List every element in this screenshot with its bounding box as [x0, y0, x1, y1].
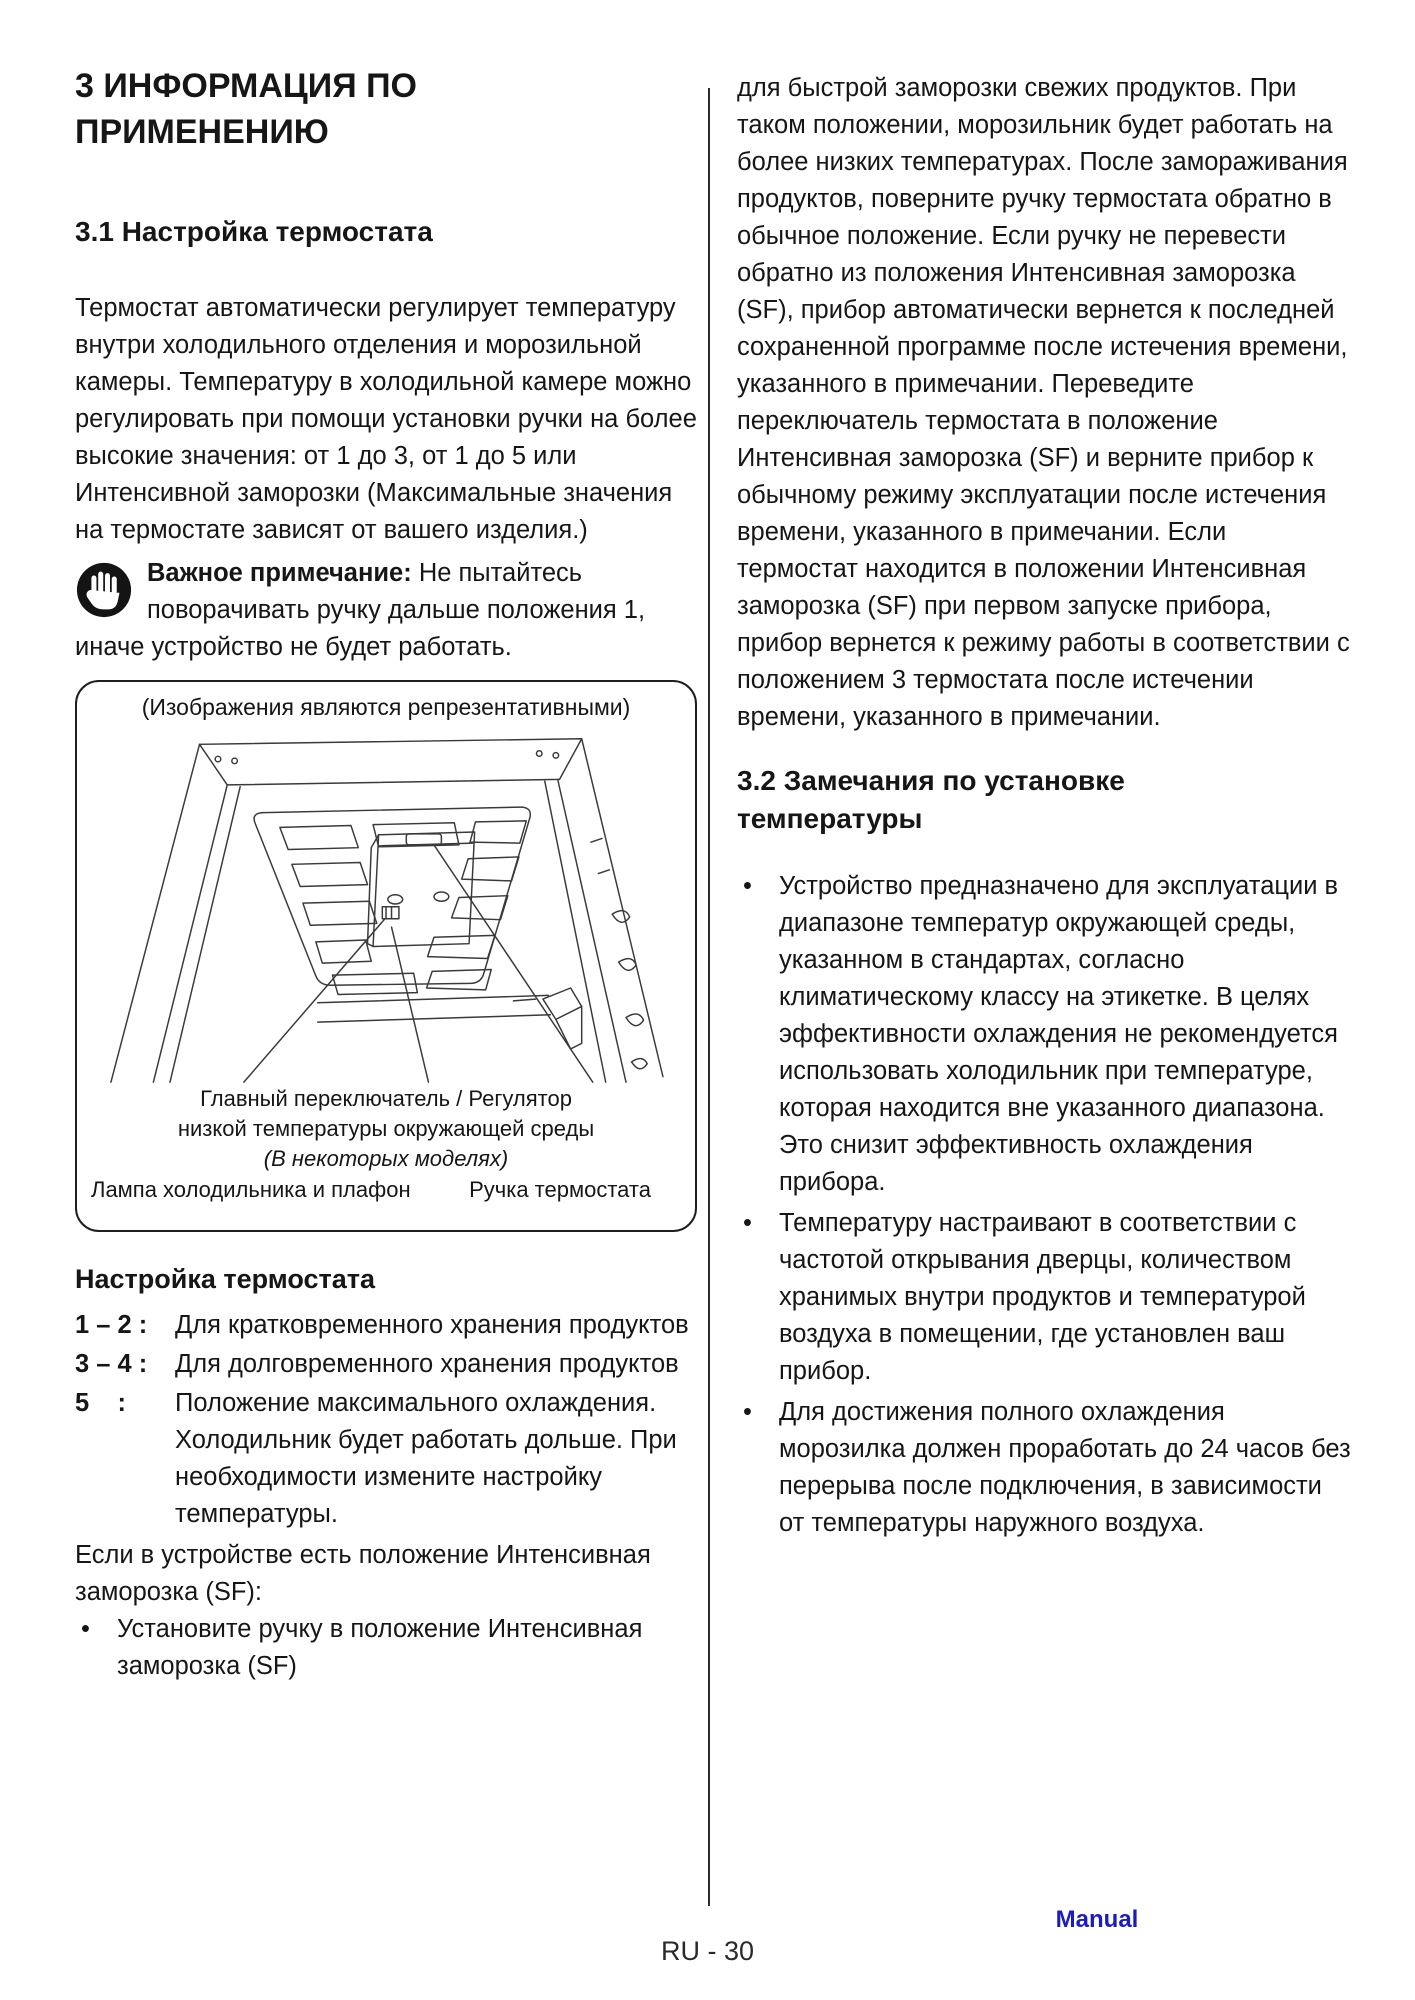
bullet-icon: •	[743, 1397, 752, 1426]
bullet-text: Для достижения полного охлаждения морозилка должен проработать до 24 часов без перерыва после подключения, в зависимости от температуры наружного воздуха.	[779, 1397, 1351, 1537]
temperature-note-item	[737, 868, 1353, 1201]
list-item	[75, 1346, 697, 1383]
bullet-text: Установите ручку в положение Интенсивная заморозка (SF)	[117, 1615, 643, 1681]
fridge-interior-diagram	[86, 724, 686, 1084]
note-text: Не пытайтесь поворачивать ручку дальше положения 1, иначе устройство не будет работать.	[75, 559, 646, 662]
sf-intro-paragraph: Если в устройстве есть положение Интенсивная заморозка (SF):	[75, 1541, 651, 1607]
temperature-note-item	[737, 1394, 1353, 1542]
position-description: Положение максимального охлаждения. Холодильник будет работать дольше. При необходимости измените настройку температуры.	[175, 1389, 677, 1529]
section-3-2-title: 3.2 Замечания по установке температуры	[737, 765, 1125, 834]
bullet-icon: •	[81, 1615, 90, 1644]
temperature-note-item	[737, 1205, 1353, 1390]
chapter-title: 3 ИНФОРМАЦИЯ ПО ПРИМЕНЕНИЮ	[75, 67, 417, 151]
left-column	[75, 64, 697, 1685]
figure-box	[75, 680, 697, 1232]
position-range: 1 – 2 :	[75, 1311, 148, 1340]
sf-continuation-paragraph: для быстрой заморозки свежих продуктов. При таком положении, морозильник будет работать на более низких температурах. После замораживания продуктов, поверните ручку термостата обратно в обычное положение. Если ручку не перевести обратно из положения Интенсивная заморозка (SF), прибор автоматически вернется к последней сохраненной программе после истечения времени, указанного в примечании. Переведите переключатель термостата в положение Интенсивная заморозка (SF) и верните прибор к обычному режиму эксплуатации после истечения времени, указанного в примечании. Если термостат находится в положении Интенсивная заморозка (SF) при первом запуске прибора, прибор вернется к режиму работы в соответствии с положением 3 термостата после истечении времени, указанного в примечании.	[737, 74, 1350, 731]
figure-label-knob: Ручка термостата	[469, 1177, 651, 1203]
figure-label-models: (В некоторых моделях)	[263, 1146, 509, 1172]
figure-label-switch-line1: Главный переключатель / Регулятор	[200, 1086, 572, 1112]
bullet-icon: •	[743, 1208, 752, 1237]
list-item	[75, 1307, 697, 1344]
thermostat-setting-heading: Настройка термостата	[75, 1264, 375, 1295]
position-description: Для долговременного хранения продуктов	[175, 1350, 679, 1379]
manual-link[interactable]: Manual	[1055, 1906, 1139, 1933]
thermostat-intro-paragraph: Термостат автоматически регулирует температуру внутри холодильного отделения и морозильной камеры. Температуру в холодильной камере можно регулировать при помощи установки ручки на более высокие значения: от 1 до 3, от 1 до 5 или Интенсивной заморозки (Максимальные значения на термостате зависят от вашего изделия.)	[75, 294, 697, 545]
bullet-text: Устройство предназначено для эксплуатации в диапазоне температур окружающей среды, указанном в стандартах, согласно климатическому классу на этикетке. В целях эффективности охлаждения не рекомендуется использовать холодильник при температуре, которая находится вне указанного диапазона. Это снизит эффективность охлаждения прибора.	[779, 871, 1339, 1196]
figure-caption: (Изображения являются репрезентативными)	[141, 694, 631, 721]
thermostat-positions-list	[75, 1307, 697, 1533]
stop-hand-icon	[75, 561, 133, 619]
column-divider	[708, 88, 710, 1906]
figure-label-lamp: Лампа холодильника и плафон	[91, 1177, 411, 1203]
figure-label-switch-line2: низкой температуры окружающей среды	[177, 1116, 595, 1142]
important-note	[75, 555, 697, 666]
section-3-1-title: 3.1 Настройка термостата	[75, 215, 433, 247]
note-label: Важное примечание:	[147, 559, 412, 588]
position-range: 3 – 4 :	[75, 1350, 148, 1379]
bullet-text: Температуру настраивают в соответствии с частотой открывания дверцы, количеством хранимых внутри продуктов и температурой воздуха в помещении, где установлен ваш прибор.	[779, 1208, 1306, 1385]
list-item	[75, 1385, 697, 1533]
position-range: 5 :	[75, 1389, 127, 1418]
page-number: RU - 30	[660, 1936, 755, 1966]
right-column	[737, 70, 1353, 1546]
sf-bullet-item	[75, 1611, 697, 1685]
position-description: Для кратковременного хранения продуктов	[175, 1311, 689, 1340]
bullet-icon: •	[743, 871, 752, 900]
